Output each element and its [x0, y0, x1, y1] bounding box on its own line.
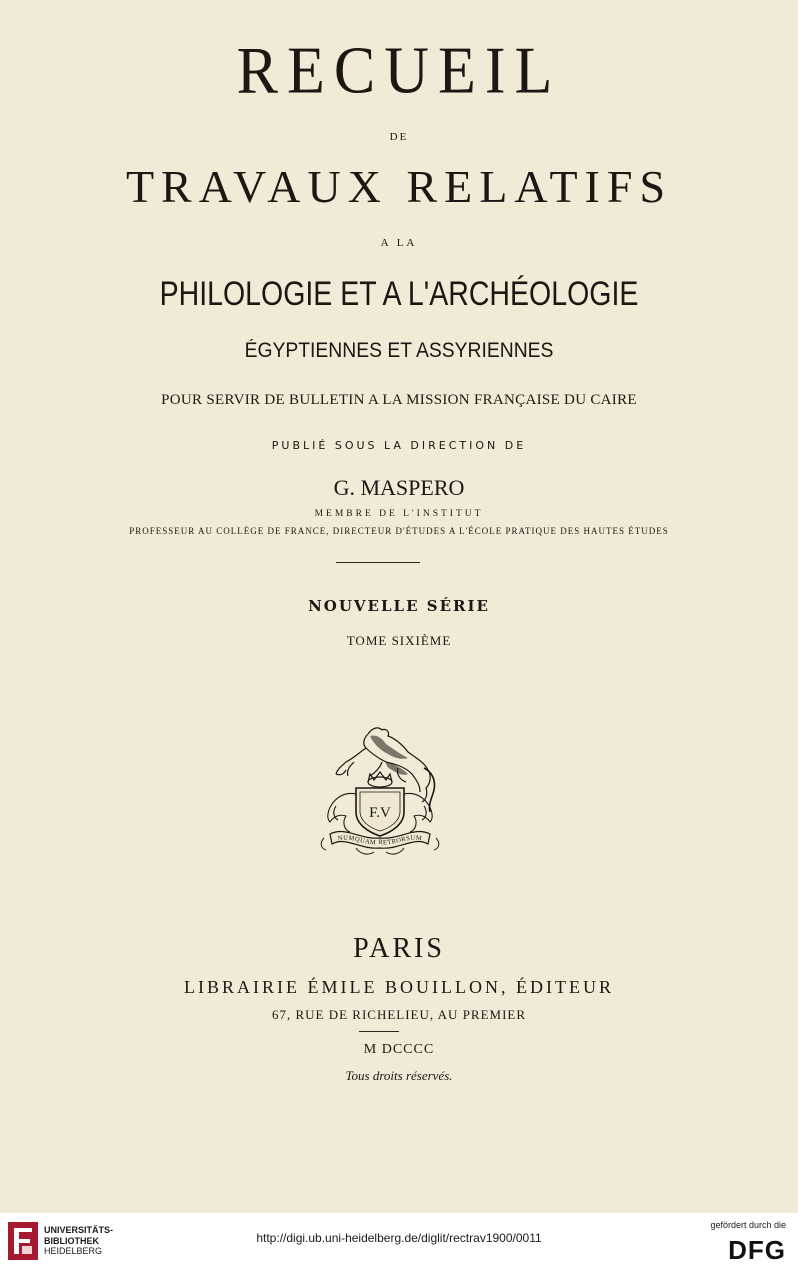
funding-note: gefördert durch die	[710, 1220, 786, 1230]
subtitle-bulletin: POUR SERVIR DE BULLETIN A LA MISSION FRANÇAISE DU CAIRE	[161, 392, 637, 408]
title-philologie: PHILOLOGIE ET A L'ARCHÉOLOGIE	[159, 274, 639, 313]
permalink-url[interactable]: http://digi.ub.uni-heidelberg.de/diglit/rectrav1900/0011	[256, 1231, 542, 1245]
series-nouvelle: NOUVELLE SÉRIE	[308, 597, 490, 615]
imprint-year: M DCCCC	[363, 1042, 435, 1057]
emblem-motto: NUMQUAM RETRORSUM	[337, 834, 423, 847]
series-tome: TOME SIXIÈME	[346, 633, 452, 648]
title-egyptiennes: ÉGYPTIENNES ET ASSYRIENNES	[244, 339, 554, 362]
editor-name: G. MASPERO	[333, 475, 465, 500]
imprint-address: 67, RUE DE RICHELIEU, AU PREMIER	[271, 1007, 527, 1022]
editor-membre: MEMBRE DE L'INSTITUT	[314, 509, 484, 519]
title-de: DE	[389, 131, 409, 143]
divider-rule-short	[359, 1031, 399, 1032]
library-name-line3: HEIDELBERG	[44, 1246, 103, 1256]
title-travaux-relatifs: TRAVAUX RELATIFS	[125, 161, 673, 212]
editor-professeur: PROFESSEUR AU COLLÈGE DE FRANCE, DIRECTEUR D'ÉTUDES A L'ÉCOLE PRATIQUE DES HAUTES ÉTUDES	[129, 526, 669, 536]
imprint-rights: Tous droits réservés.	[345, 1068, 453, 1083]
title-recueil: RECUEIL	[236, 34, 562, 108]
title-a-la: A LA	[380, 237, 418, 249]
divider-rule	[336, 562, 420, 563]
dfg-logo: DFG	[728, 1235, 786, 1265]
publisher-emblem-horse-icon	[316, 722, 440, 856]
imprint-city: PARIS	[353, 933, 445, 964]
digitization-footer	[0, 1213, 798, 1270]
publie-sous: PUBLIÉ SOUS LA DIRECTION DE	[271, 439, 527, 452]
library-name-line2: BIBLIOTHEK	[44, 1235, 99, 1246]
emblem-monogram: F.V	[369, 805, 391, 821]
imprint-publisher: LIBRAIRIE ÉMILE BOUILLON, ÉDITEUR	[184, 977, 614, 997]
library-name-line1: UNIVERSITÄTS-	[44, 1225, 114, 1235]
